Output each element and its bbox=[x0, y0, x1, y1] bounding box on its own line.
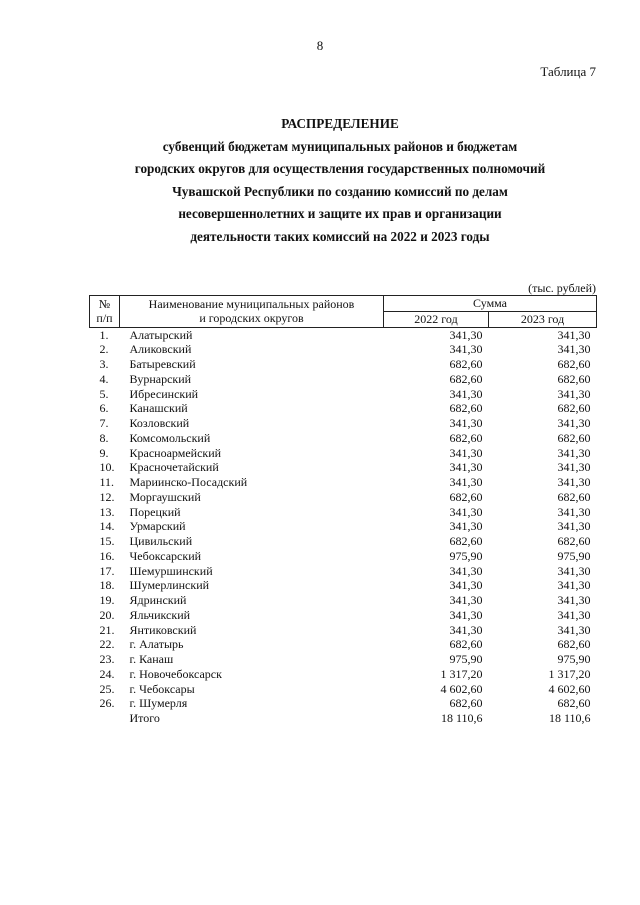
row-value-2023: 975,90 bbox=[557, 548, 591, 563]
row-value-2023: 682,60 bbox=[557, 371, 591, 386]
table-row bbox=[90, 696, 597, 711]
title-line-2: субвенций бюджетам муниципальных районов и бюджетам bbox=[162, 138, 518, 154]
row-name: Красночетайский bbox=[129, 460, 219, 475]
row-number: 20. bbox=[99, 607, 115, 622]
total-number-cell bbox=[90, 711, 120, 726]
row-number: 1. bbox=[99, 327, 109, 342]
row-value-2022: 682,60 bbox=[449, 489, 483, 504]
row-value-2022: 341,30 bbox=[449, 327, 483, 342]
row-value-2023: 341,30 bbox=[557, 327, 591, 342]
row-value-2023: 682,60 bbox=[557, 637, 591, 652]
table-row bbox=[90, 593, 597, 608]
row-value-2023: 1 317,20 bbox=[548, 666, 591, 681]
row-name: Цивильский bbox=[129, 534, 193, 548]
row-value-2023: 682,60 bbox=[557, 534, 591, 548]
row-number: 26. bbox=[99, 696, 115, 711]
row-number: 8. bbox=[99, 430, 109, 445]
title-line-6: деятельности таких комиссий на 2022 и 2023 годы bbox=[190, 228, 490, 244]
table-row bbox=[90, 342, 597, 357]
row-number: 13. bbox=[99, 504, 115, 519]
row-name: Урмарский bbox=[129, 519, 186, 534]
title-line-4: Чувашской Республики по созданию комиссий по делам bbox=[172, 183, 508, 199]
row-value-2023: 341,30 bbox=[557, 504, 591, 519]
row-name: Алатырский bbox=[129, 327, 193, 342]
row-value-2022: 682,60 bbox=[449, 534, 483, 548]
row-value-2022: 341,30 bbox=[449, 342, 483, 357]
row-name: Ядринский bbox=[129, 593, 187, 607]
row-value-2023: 341,30 bbox=[557, 519, 591, 534]
header-number bbox=[90, 296, 120, 328]
table-row bbox=[90, 505, 597, 520]
row-value-2022: 682,60 bbox=[449, 401, 483, 416]
row-name: Комсомольский bbox=[129, 430, 211, 445]
row-value-2022: 975,90 bbox=[449, 548, 483, 563]
row-value-2022: 341,30 bbox=[449, 578, 483, 593]
row-value-2023: 341,30 bbox=[557, 386, 591, 401]
row-name: Чебоксарский bbox=[129, 548, 202, 563]
table-row bbox=[90, 608, 597, 623]
row-number: 25. bbox=[99, 681, 115, 696]
row-value-2022: 341,30 bbox=[449, 386, 483, 401]
row-value-2022: 341,30 bbox=[449, 563, 483, 578]
row-value-2023: 682,60 bbox=[557, 357, 591, 371]
row-value-2023: 341,30 bbox=[557, 460, 591, 475]
row-value-2023: 341,30 bbox=[557, 578, 591, 593]
row-name: Шумерлинский bbox=[129, 578, 210, 593]
table-row bbox=[90, 578, 597, 593]
row-value-2022: 341,30 bbox=[449, 607, 483, 622]
row-number: 14. bbox=[99, 519, 115, 534]
row-value-2022: 341,30 bbox=[449, 475, 483, 489]
table-label: Таблица 7 bbox=[540, 64, 596, 79]
table-body bbox=[90, 327, 597, 726]
table-row bbox=[90, 564, 597, 579]
row-number: 4. bbox=[99, 371, 109, 386]
table-row bbox=[90, 534, 597, 549]
row-number: 21. bbox=[99, 622, 115, 637]
row-name: Ибресинский bbox=[129, 386, 199, 401]
row-number: 24. bbox=[99, 666, 115, 681]
table-row bbox=[90, 357, 597, 372]
row-number: 5. bbox=[99, 386, 109, 401]
table-row bbox=[90, 372, 597, 387]
row-value-2022: 682,60 bbox=[449, 371, 483, 386]
table-row bbox=[90, 519, 597, 534]
row-number: 15. bbox=[99, 534, 115, 548]
row-name: г. Новочебоксарск bbox=[129, 666, 222, 681]
row-value-2022: 341,30 bbox=[449, 519, 483, 534]
table-row bbox=[90, 416, 597, 431]
row-name: Батыревский bbox=[129, 357, 196, 371]
row-value-2022: 341,30 bbox=[449, 416, 483, 430]
row-name: г. Шумерля bbox=[129, 696, 188, 711]
row-number: 7. bbox=[99, 416, 109, 430]
row-name: Порецкий bbox=[129, 504, 181, 519]
row-value-2023: 341,30 bbox=[557, 342, 591, 357]
row-name: г. Канаш bbox=[129, 652, 174, 666]
row-number: 2. bbox=[99, 342, 109, 357]
row-value-2022: 682,60 bbox=[449, 357, 483, 371]
row-value-2022: 682,60 bbox=[449, 430, 483, 445]
header-year-2023: 2023 год bbox=[489, 311, 597, 327]
row-value-2022: 341,30 bbox=[449, 504, 483, 519]
row-value-2022: 341,30 bbox=[449, 593, 483, 607]
row-name: Шемуршинский bbox=[129, 563, 213, 578]
row-number: 16. bbox=[99, 548, 115, 563]
row-value-2023: 341,30 bbox=[557, 563, 591, 578]
row-value-2022: 1 317,20 bbox=[440, 666, 483, 681]
row-value-2023: 341,30 bbox=[557, 445, 591, 460]
table-row bbox=[90, 327, 597, 342]
table-row bbox=[90, 460, 597, 475]
row-value-2022: 975,90 bbox=[449, 652, 483, 666]
row-number: 10. bbox=[99, 460, 115, 475]
row-name: Яльчикский bbox=[129, 607, 191, 622]
total-value-2022: 18 110,6 bbox=[440, 711, 483, 725]
distribution-table bbox=[89, 295, 597, 726]
table-row bbox=[90, 667, 597, 682]
table-row bbox=[90, 623, 597, 638]
table-row bbox=[90, 475, 597, 490]
row-value-2023: 341,30 bbox=[557, 622, 591, 637]
row-value-2022: 341,30 bbox=[449, 622, 483, 637]
total-label: Итого bbox=[129, 711, 160, 725]
table-row bbox=[90, 549, 597, 564]
table-row bbox=[90, 401, 597, 416]
row-number: 6. bbox=[99, 401, 109, 416]
row-name: Красноармейский bbox=[129, 445, 222, 460]
header-name-bottom: и городских округов bbox=[199, 311, 304, 326]
total-row bbox=[90, 711, 597, 726]
row-name: Янтиковский bbox=[129, 622, 197, 637]
table-row bbox=[90, 431, 597, 446]
row-value-2023: 341,30 bbox=[557, 593, 591, 607]
row-value-2023: 341,30 bbox=[557, 607, 591, 622]
row-number: 19. bbox=[99, 593, 115, 607]
header-name bbox=[120, 296, 384, 328]
row-value-2022: 341,30 bbox=[449, 445, 483, 460]
row-value-2023: 4 602,60 bbox=[548, 681, 591, 696]
units-note: (тыс. рублей) bbox=[528, 281, 596, 295]
row-name: Вурнарский bbox=[129, 371, 192, 386]
title-line-5: несовершеннолетних и защите их прав и организации bbox=[178, 206, 502, 222]
row-number: 12. bbox=[99, 489, 115, 504]
row-value-2022: 341,30 bbox=[449, 460, 483, 475]
table-row bbox=[90, 637, 597, 652]
row-value-2022: 682,60 bbox=[449, 637, 483, 652]
row-number: 17. bbox=[99, 563, 115, 578]
row-number: 22. bbox=[99, 637, 115, 652]
row-name: Аликовский bbox=[129, 342, 192, 357]
row-name: Козловский bbox=[129, 416, 190, 430]
title-line-3: городских округов для осуществления государственных полномочий bbox=[134, 161, 546, 177]
table-row bbox=[90, 682, 597, 697]
header-sum: Сумма bbox=[384, 296, 597, 312]
row-name: г. Алатырь bbox=[129, 637, 184, 652]
row-value-2023: 682,60 bbox=[557, 489, 591, 504]
total-value-2023: 18 110,6 bbox=[548, 711, 591, 725]
header-number-top: № bbox=[98, 296, 111, 311]
table-row bbox=[90, 387, 597, 402]
row-value-2023: 682,60 bbox=[557, 401, 591, 416]
row-value-2022: 682,60 bbox=[449, 696, 483, 711]
header-year-2022: 2022 год bbox=[384, 311, 489, 327]
row-number: 11. bbox=[99, 475, 115, 489]
title-line-1: РАСПРЕДЕЛЕНИЕ bbox=[281, 116, 399, 131]
header-number-bottom: п/п bbox=[96, 311, 113, 326]
row-number: 18. bbox=[99, 578, 115, 593]
row-number: 3. bbox=[99, 357, 109, 371]
document-title bbox=[60, 113, 620, 249]
table-row bbox=[90, 652, 597, 667]
row-value-2023: 975,90 bbox=[557, 652, 591, 666]
table-row bbox=[90, 446, 597, 461]
row-value-2023: 341,30 bbox=[557, 475, 591, 489]
row-value-2023: 341,30 bbox=[557, 416, 591, 430]
page-number: 8 bbox=[316, 38, 324, 53]
row-number: 23. bbox=[99, 652, 115, 666]
row-number: 9. bbox=[99, 445, 109, 460]
row-name: Канашский bbox=[129, 401, 188, 416]
row-value-2023: 682,60 bbox=[557, 696, 591, 711]
header-name-top: Наименование муниципальных районов bbox=[148, 296, 355, 311]
row-value-2022: 4 602,60 bbox=[440, 681, 483, 696]
row-name: г. Чебоксары bbox=[129, 681, 195, 696]
row-name: Моргаушский bbox=[129, 489, 201, 504]
row-name: Мариинско-Посадский bbox=[129, 475, 248, 489]
row-value-2023: 682,60 bbox=[557, 430, 591, 445]
table-row bbox=[90, 490, 597, 505]
